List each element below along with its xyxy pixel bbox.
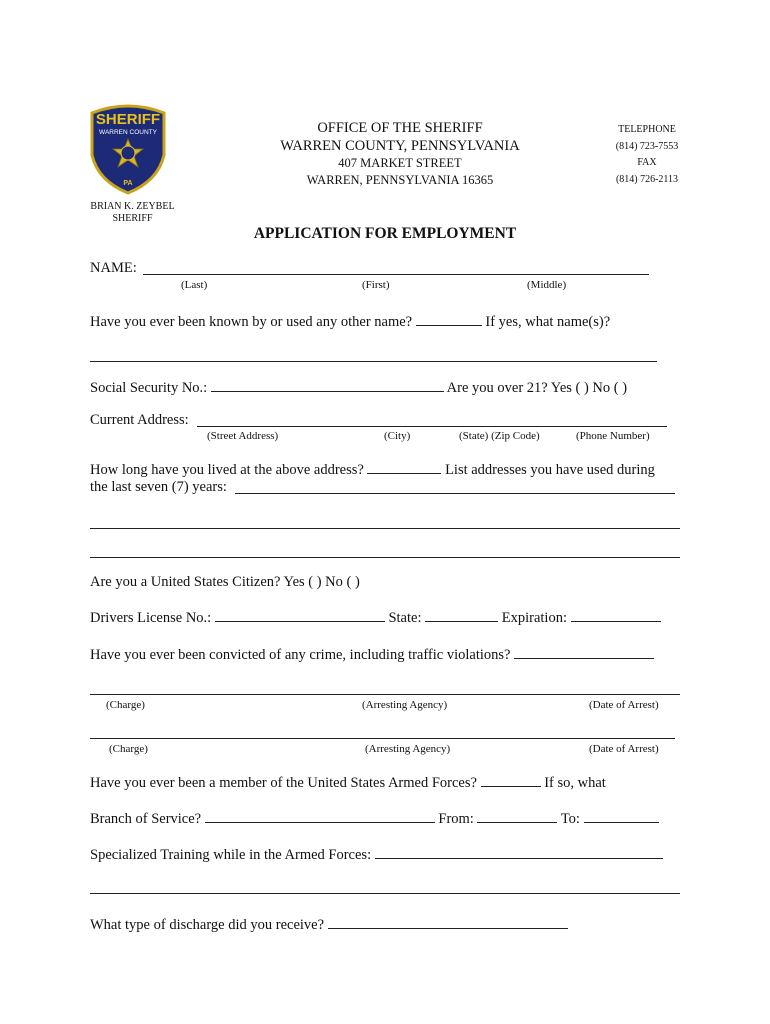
ssn-row <box>90 378 627 397</box>
citizen-question: Are you a United States Citizen? Yes ( ) No ( ) <box>90 574 360 590</box>
name-field[interactable] <box>143 274 649 275</box>
branch-from-field[interactable] <box>477 809 557 823</box>
agency-caption-2: (Arresting Agency) <box>365 743 451 755</box>
date-caption-1: (Date of Arrest) <box>589 699 659 711</box>
telephone-number: (814) 723-7553 <box>615 140 679 152</box>
date-caption-2: (Date of Arrest) <box>589 743 659 755</box>
badge-top-text: SHERIFF <box>95 111 161 128</box>
convicted-row <box>90 645 654 664</box>
sheriff-badge-icon <box>88 103 168 195</box>
charge-caption-1: (Charge) <box>106 699 145 711</box>
office-line-3: 407 MARKET STREET <box>338 156 462 170</box>
prior-address-field-1[interactable] <box>235 493 675 494</box>
office-line-1: OFFICE OF THE SHERIFF <box>317 120 483 136</box>
other-name-what-text: If yes, what name(s)? <box>485 314 611 330</box>
office-line-4: WARREN, PENNSYLVANIA 16365 <box>306 173 494 187</box>
office-header <box>250 119 550 189</box>
street-caption: (Street Address) <box>207 430 279 442</box>
armed-forces-followup: If so, what <box>544 775 606 791</box>
over21-question: Are you over 21? Yes ( ) No ( ) <box>446 380 628 396</box>
page-title: APPLICATION FOR EMPLOYMENT <box>253 225 517 242</box>
address-label: Current Address: <box>90 412 189 428</box>
prior-address-field-2[interactable] <box>90 528 680 529</box>
armed-forces-row <box>90 773 606 792</box>
other-name-yesno-field[interactable] <box>416 312 482 326</box>
name-middle-caption: (Middle) <box>527 279 567 291</box>
address-field[interactable] <box>197 426 667 427</box>
branch-to-label: To: <box>560 811 580 827</box>
ssn-label: Social Security No.: <box>90 380 208 396</box>
badge-county-text: WARREN COUNTY <box>99 129 157 136</box>
training-question: Specialized Training while in the Armed Forces: <box>90 847 372 863</box>
license-state-field[interactable] <box>425 608 498 622</box>
convicted-answer-field[interactable] <box>514 645 654 659</box>
arrest-field-2[interactable] <box>90 738 675 739</box>
license-expiration-field[interactable] <box>571 608 661 622</box>
convicted-question: Have you ever been convicted of any crime, including traffic violations? <box>90 647 511 663</box>
discharge-row <box>90 915 568 934</box>
fax-number: (814) 726-2113 <box>615 173 679 185</box>
sheriff-info <box>80 201 185 225</box>
discharge-field[interactable] <box>328 915 568 929</box>
name-label: NAME: <box>90 260 137 276</box>
other-name-question <box>90 312 610 331</box>
branch-field[interactable] <box>205 809 435 823</box>
branch-to-field[interactable] <box>584 809 659 823</box>
state-zip-caption: (State) (Zip Code) <box>459 430 540 442</box>
how-long-field[interactable] <box>367 460 441 474</box>
city-caption: (City) <box>384 430 411 442</box>
ssn-field[interactable] <box>211 378 444 392</box>
prior-address-field-3[interactable] <box>90 557 680 558</box>
armed-forces-field[interactable] <box>481 773 541 787</box>
badge-state-text: PA <box>123 180 133 187</box>
training-row <box>90 845 663 864</box>
branch-from-label: From: <box>438 811 474 827</box>
armed-forces-question: Have you ever been a member of the United States Armed Forces? <box>90 775 477 791</box>
sheriff-name: BRIAN K. ZEYBEL <box>90 201 175 212</box>
arrest-field-1[interactable] <box>90 694 680 695</box>
contact-block <box>597 122 697 188</box>
how-long-row <box>90 460 655 479</box>
discharge-question: What type of discharge did you receive? <box>90 917 325 933</box>
name-first-caption: (First) <box>362 279 390 291</box>
prior-addresses-question: List addresses you have used during <box>445 462 655 478</box>
other-names-field[interactable] <box>90 361 657 362</box>
name-last-caption: (Last) <box>181 279 208 291</box>
telephone-label: TELEPHONE <box>618 124 676 135</box>
license-number-field[interactable] <box>215 608 385 622</box>
seven-years-label: the last seven (7) years: <box>90 479 227 495</box>
license-expiration-label: Expiration: <box>501 610 567 626</box>
how-long-question: How long have you lived at the above address? <box>90 462 364 478</box>
license-state-label: State: <box>388 610 422 626</box>
other-name-text: Have you ever been known by or used any other name? <box>90 314 413 330</box>
charge-caption-2: (Charge) <box>109 743 148 755</box>
office-line-2: WARREN COUNTY, PENNSYLVANIA <box>280 138 520 154</box>
branch-label: Branch of Service? <box>90 811 202 827</box>
phone-caption: (Phone Number) <box>576 430 650 442</box>
agency-caption-1: (Arresting Agency) <box>362 699 448 711</box>
branch-row <box>90 809 659 828</box>
fax-label: FAX <box>637 157 657 168</box>
training-field-2[interactable] <box>90 893 680 894</box>
license-row <box>90 608 661 627</box>
training-field[interactable] <box>375 845 663 859</box>
license-label: Drivers License No.: <box>90 610 212 626</box>
sheriff-title: SHERIFF <box>112 213 153 224</box>
